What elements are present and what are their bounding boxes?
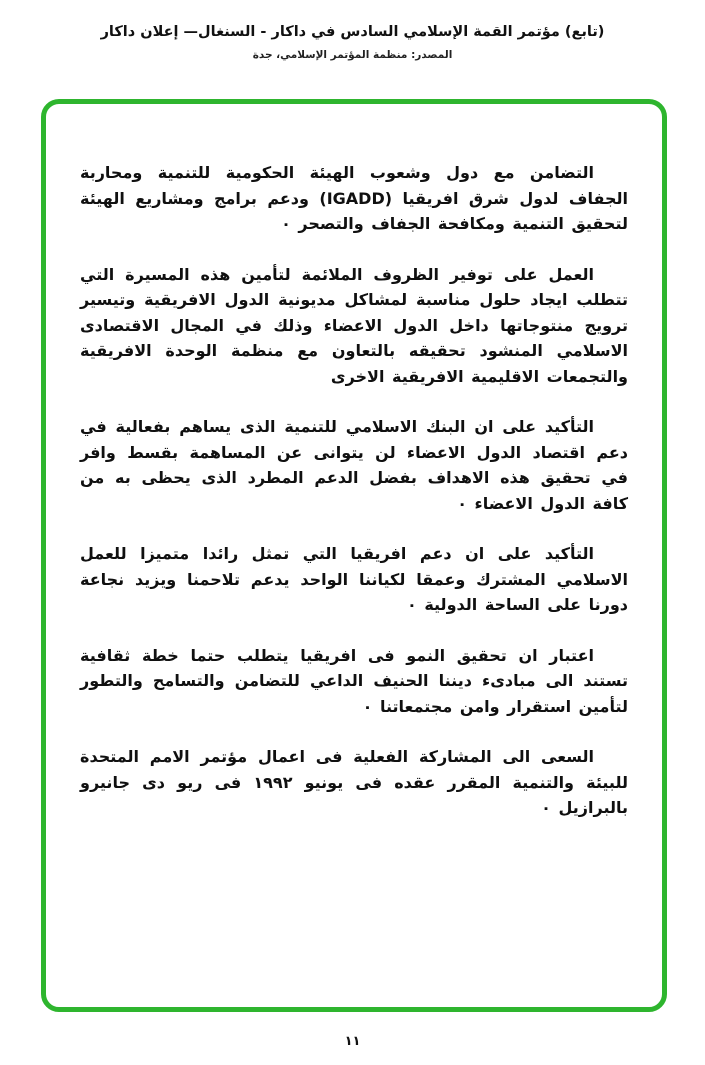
paragraph-cultural-plan: اعتبار ان تحقيق النمو فى افريقيا يتطلب حتما خطة ثقافية تستند الى مبادىء ديننا الحنيف الداعي للتضامن والتسامح والتطور لتأمين استقرار وامن مجتمعاتنا ٠ [80,645,628,716]
content-frame [41,99,667,1012]
document-source: المصدر: منظمة المؤتمر الإسلامي، جدة [252,49,453,61]
paragraph-islamic-development-bank: التأكيد على ان البنك الاسلامي للتنمية الذى يساهم بفعالية في دعم اقتصاد الدول الاعضاء لن يتوانى عن المساهمة بقسط وافر في تحقيق هذه الاهداف بفضل الدعم المطرد الذى يحظى به من كافة الدول الاعضاء ٠ [80,417,628,513]
paragraph-support-africa: التأكيد على ان دعم افريقيا التي تمثل رائدا متميزا للعمل الاسلامي المشترك وعمقا لكياننا الواحد يدعم تلاحمنا ويزيد نجاعة دورنا على الساحة الدولية ٠ [80,544,628,614]
document-title: (تابع) مؤتمر القمة الإسلامي السادس في داكار - السنغال— إعلان داكار [100,24,605,40]
paragraph-un-environment-conference: السعى الى المشاركة الفعلية فى اعمال مؤتمر الامم المتحدة للبيئة والتنمية المقرر عقده فى يونيو ١٩٩٢ فى ريو دى جانيرو بالبرازيل ٠ [80,747,628,817]
page-header [0,0,705,61]
paragraph-suitable-conditions: العمل على توفير الظروف الملائمة لتأمين هذه المسيرة التي تتطلب ايجاد حلول مناسبة لمشاكل مديونية الدول الافريقية وتيسير ترويج منتوجاتها داخل الدول الاعضاء وذلك في المجال الاقتصادى الاسلامي المنشود تحقيقه بالتعاون مع منظمة الوحدة الافريقية والتجمعات الاقليمية الافريقية الاخرى [80,264,628,386]
page-number: ١١ [344,1034,361,1049]
paragraph-solidarity-igadd: التضامن مع دول وشعوب الهيئة الحكومية للتنمية ومحاربة الجفاف لدول شرق افريقيا (IGADD) ودعم برامج ومشاريع الهيئة لتحقيق التنمية ومكافحة الجفاف والتصحر ٠ [80,163,628,233]
